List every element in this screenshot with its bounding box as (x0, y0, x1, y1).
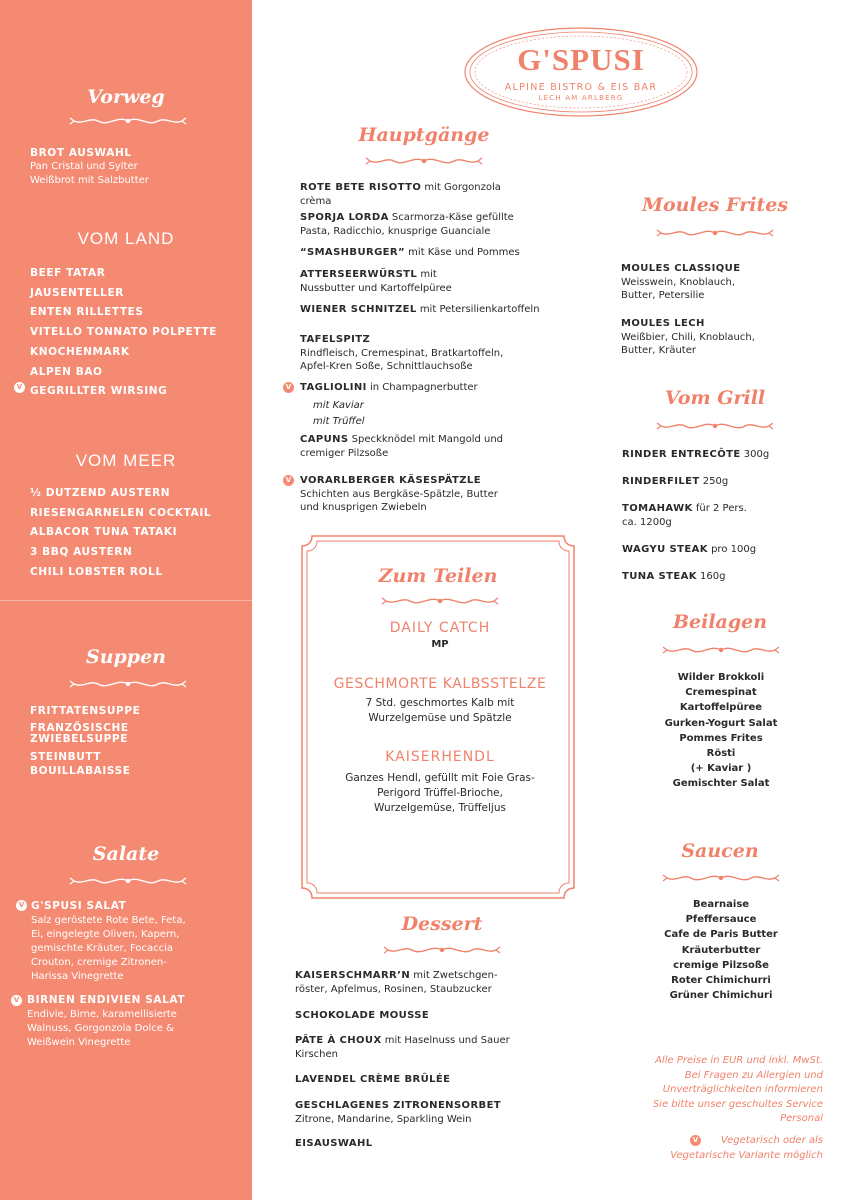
item-name: SCHOKOLADE MOUSSE (295, 1010, 430, 1021)
item-desc: Walnuss, Gorgonzola Dolce & (27, 1023, 174, 1034)
item-name: RINDERFILET (622, 476, 700, 487)
item-desc: Weißbrot mit Salzbutter (30, 175, 149, 186)
note-line: Alle Preise in EUR und inkl. MwSt. (655, 1055, 823, 1066)
list-beilagen (631, 670, 811, 792)
section-title-vom-meer: VOM MEER (75, 451, 177, 470)
share-dish-price: MP (431, 639, 449, 650)
vegetarian-icon: V (283, 475, 294, 486)
list-item: ZWIEBELSUPPE (30, 733, 128, 745)
list-item: Gemischter Salat (672, 778, 770, 790)
price-note (600, 1054, 823, 1127)
item-name: WIENER SCHNITZEL (300, 304, 417, 315)
note-line: Bei Fragen zu Allergien und (684, 1069, 823, 1081)
note-line: Sie bitte unser geschultes Service (652, 1098, 823, 1110)
item-desc: Kirschen (295, 1048, 338, 1060)
list-suppen (30, 704, 140, 778)
item-desc: Weisswein, Knoblauch, (621, 276, 736, 288)
vegetarian-icon: V (283, 382, 294, 393)
menu-item-rinder-entrecote (622, 448, 769, 462)
item-desc: Weißbier, Chili, Knoblauch, (621, 331, 755, 343)
menu-item-pate-a-choux (295, 1034, 510, 1061)
section-title-beilagen: Beilagen (672, 611, 768, 633)
item-desc: und knusprigen Zwiebeln (300, 502, 427, 513)
menu-item-atterseerwuerstl (300, 268, 452, 295)
item-desc: cremiger Pilzsoße (300, 447, 389, 459)
menu-item-wiener-schnitzel (300, 303, 540, 317)
flourish-ornament (661, 644, 781, 656)
item-name: G'SPUSI SALAT (31, 900, 127, 912)
share-dish-desc: Wurzelgemüse, Trüffeljus (374, 802, 506, 814)
share-dish-title: GESCHMORTE KALBSSTELZE (333, 676, 547, 692)
item-name: BROT AUSWAHL (30, 147, 132, 159)
item-desc: in Champagnerbutter (366, 382, 478, 393)
section-title-dessert: Dessert (401, 913, 483, 935)
list-item: ½ DUTZEND AUSTERN (30, 487, 171, 499)
vegetarian-icon: V (11, 995, 22, 1006)
list-item: cremige Pilzsoße (673, 959, 769, 971)
list-item: Pommes Frites (679, 732, 763, 744)
brand-location: LECH AM ARLBERG (538, 94, 624, 102)
item-desc: Zitrone, Mandarine, Sparkling Wein (295, 1113, 472, 1125)
item-desc: Schichten aus Bergkäse-Spätzle, Butter (300, 488, 498, 500)
item-name: ROTE BETE RISOTTO (300, 182, 422, 193)
list-saucen (631, 897, 811, 1003)
menu-item-schokolade-mousse (295, 1009, 429, 1023)
brand-logo (461, 24, 701, 120)
list-item: Wilder Brokkoli (677, 672, 765, 683)
menu-item-sporja-lorda (300, 211, 514, 238)
list-item: VITELLO TONNATO POLPETTE (30, 326, 217, 339)
item-name: TAFELSPITZ (300, 334, 371, 345)
item-desc: Butter, Petersilie (621, 290, 705, 301)
item-desc: Weißwein Vinegrette (27, 1037, 131, 1048)
section-title-saucen: Saucen (681, 840, 759, 862)
menu-item-tafelspitz (300, 333, 503, 374)
vegetarian-icon: V (690, 1135, 701, 1146)
item-desc: für 2 Pers. (692, 503, 747, 514)
item-desc: mit Gorgonzola (421, 182, 501, 193)
list-item: FRANZÖSISCHE (30, 722, 129, 734)
menu-item-eisauswahl (295, 1137, 373, 1151)
menu-item-zitronensorbet (295, 1099, 501, 1126)
flourish-ornament (68, 115, 188, 127)
list-item: ALPEN BAO (30, 365, 103, 378)
list-item: STEINBUTT (30, 751, 102, 763)
item-desc: röster, Apfelmus, Rosinen, Staubzucker (295, 983, 492, 995)
item-desc: Apfel-Kren Soße, Schnittlauchsoße (300, 361, 473, 372)
item-desc: Crouton, cremige Zitronen- (31, 957, 167, 968)
menu-item-gspusi-salat (31, 898, 186, 984)
share-dish-desc: Perigord Trüffel-Brioche, (377, 787, 503, 799)
item-desc: mit Käse und Pommes (405, 247, 520, 258)
item-desc: mit Zwetschgen- (410, 970, 498, 981)
sidebar-fold-divider (0, 600, 252, 601)
list-item: ENTEN RILLETTES (30, 306, 144, 319)
note-line: Vegetarische Variante möglich (670, 1149, 823, 1161)
note-line: Vegetarisch oder als (720, 1135, 823, 1146)
item-desc: Nussbutter und Kartoffelpüree (300, 282, 452, 294)
section-title-vorweg: Vorweg (87, 86, 165, 108)
section-title-vom-land: VOM LAND (77, 229, 175, 248)
item-desc: mit Haselnuss und Sauer (381, 1035, 510, 1046)
menu-item-tuna-steak (622, 570, 726, 584)
list-item: Cremespinat (685, 687, 757, 699)
flourish-ornament (364, 155, 484, 167)
item-desc: crèma (300, 195, 332, 207)
item-name: LAVENDEL CRÈME BRÛLÉE (295, 1074, 451, 1085)
vegetarian-icon: V (14, 382, 25, 393)
item-desc: ca. 1200g (622, 516, 672, 528)
share-dish-desc: Wurzelgemüse und Spätzle (368, 712, 512, 724)
menu-item-brot-auswahl (30, 146, 149, 188)
list-item: (+ Kaviar ) (690, 763, 752, 775)
menu-item-smashburger (300, 246, 520, 260)
menu-item-wagyu-steak (622, 543, 756, 557)
flourish-ornament (380, 595, 500, 607)
flourish-ornament (655, 420, 775, 432)
list-item: CHILI LOBSTER ROLL (30, 565, 163, 578)
item-desc: Pan Cristal und Sylter (30, 161, 138, 172)
list-vom-meer (30, 484, 211, 583)
item-name: SPORJA LORDA (300, 212, 389, 223)
item-desc: Ei, eingelegte Oliven, Kapern, (31, 929, 180, 940)
section-title-zum-teilen: Zum Teilen (378, 565, 498, 587)
item-desc: mit (417, 269, 437, 280)
item-option: mit Kaviar (313, 399, 364, 411)
share-dish-desc: 7 Std. geschmortes Kalb mit (365, 697, 515, 709)
menu-item-birnen-endivien-salat (27, 993, 185, 1050)
item-name: ATTERSEERWÜRSTL (300, 269, 418, 280)
item-desc: 250g (699, 476, 729, 487)
item-desc: mit Petersilienkartoffeln (416, 304, 540, 315)
item-name: WAGYU STEAK (622, 544, 708, 555)
menu-item-capuns (300, 433, 503, 460)
note-line: Unverträglichkeiten informieren (662, 1084, 823, 1095)
item-desc: 160g (696, 571, 726, 582)
section-title-vom-grill: Vom Grill (664, 387, 766, 409)
item-desc: Salz geröstete Rote Bete, Feta, (31, 915, 186, 926)
item-desc: Pasta, Radicchio, knusprige Guanciale (300, 225, 491, 237)
item-desc: pro 100g (707, 544, 757, 555)
item-name: MOULES LECH (621, 318, 705, 329)
item-name: “SMASHBURGER” (300, 247, 405, 258)
section-title-moules-frites: Moules Frites (641, 194, 789, 216)
item-desc: Rindfleisch, Cremespinat, Bratkartoffeln, (300, 347, 504, 359)
menu-item-moules-classique (621, 262, 740, 303)
list-item: Bearnaise (692, 899, 750, 910)
item-desc: Harissa Vinegrette (31, 971, 124, 982)
item-name: PÂTE À CHOUX (295, 1035, 382, 1046)
vegetarian-legend (600, 1134, 823, 1163)
item-name: RINDER ENTRECÔTE (622, 449, 741, 460)
item-name: TUNA STEAK (622, 571, 697, 582)
list-vom-land (30, 264, 217, 402)
flourish-ornament (655, 227, 775, 239)
item-name: CAPUNS (300, 434, 349, 445)
item-name: KAISERSCHMARR’N (295, 970, 411, 981)
list-item: 3 BBQ AUSTERN (30, 546, 133, 559)
list-item: Roter Chimichurri (671, 975, 771, 987)
list-item: FRITTATENSUPPE (30, 705, 141, 717)
list-item: BOUILLABAISSE (30, 765, 131, 777)
section-title-suppen: Suppen (85, 646, 166, 668)
list-item: Cafe de Paris Butter (664, 929, 778, 941)
item-desc: Scarmorza-Käse gefüllte (388, 212, 514, 223)
menu-item-rinderfilet (622, 475, 728, 489)
list-item: BEEF TATAR (30, 267, 106, 279)
list-item: ALBACOR TUNA TATAKI (30, 526, 178, 539)
note-line: Personal (780, 1113, 823, 1124)
list-item: KNOCHENMARK (30, 345, 130, 358)
menu-item-creme-brulee (295, 1073, 450, 1087)
item-desc: 300g (740, 449, 770, 460)
item-desc: gemischte Kräuter, Focaccia (31, 943, 174, 954)
brand-name: G'SPUSI (517, 42, 645, 77)
flourish-ornament (661, 872, 781, 884)
item-desc: Butter, Kräuter (621, 345, 696, 356)
menu-item-kaesespaetzle (300, 474, 498, 515)
list-item: Kräuterbutter (681, 944, 761, 956)
item-name: TOMAHAWK (622, 503, 693, 514)
item-name: VORARLBERGER KÄSESPÄTZLE (300, 475, 481, 486)
item-name: BIRNEN ENDIVIEN SALAT (27, 994, 186, 1006)
share-dish-title: KAISERHENDL (385, 749, 495, 765)
item-name: TAGLIOLINI (300, 382, 367, 393)
share-dish-desc: Ganzes Hendl, gefüllt mit Foie Gras- (345, 772, 535, 784)
vegetarian-icon: V (16, 900, 27, 911)
list-item: JAUSENTELLER (30, 286, 124, 299)
item-desc: Endivie, Birne, karamellisierte (27, 1009, 177, 1020)
menu-item-rote-bete-risotto (300, 181, 501, 208)
item-desc: Speckknödel mit Mangold und (348, 434, 504, 445)
list-item: Kartoffelpüree (679, 702, 763, 714)
menu-item-tomahawk (622, 502, 747, 529)
list-item: Pfeffersauce (685, 914, 757, 926)
menu-item-moules-lech (621, 317, 755, 358)
item-option: mit Trüffel (313, 416, 365, 427)
menu-item-kaiserschmarrn (295, 969, 498, 996)
list-item: GEGRILLTER WIRSING (30, 385, 168, 398)
share-dish-title: DAILY CATCH (389, 620, 491, 636)
list-item: Grüner Chimichuri (669, 990, 773, 1002)
list-item: RIESENGARNELEN COCKTAIL (30, 506, 212, 519)
item-name: MOULES CLASSIQUE (621, 263, 741, 274)
menu-item-tagliolini (300, 381, 478, 429)
brand-tagline: ALPINE BISTRO & EIS BAR (504, 82, 658, 93)
flourish-ornament (382, 944, 502, 956)
list-item: Rösti (706, 748, 736, 760)
item-name: GESCHLAGENES ZITRONENSORBET (295, 1100, 502, 1111)
section-title-salate: Salate (92, 843, 160, 865)
flourish-ornament (68, 678, 188, 690)
flourish-ornament (68, 875, 188, 887)
zum-teilen-content (310, 620, 570, 816)
list-item: Gurken-Yogurt Salat (664, 717, 778, 729)
section-title-hauptgaenge: Hauptgänge (358, 124, 490, 146)
item-name: EISAUSWAHL (295, 1138, 373, 1149)
